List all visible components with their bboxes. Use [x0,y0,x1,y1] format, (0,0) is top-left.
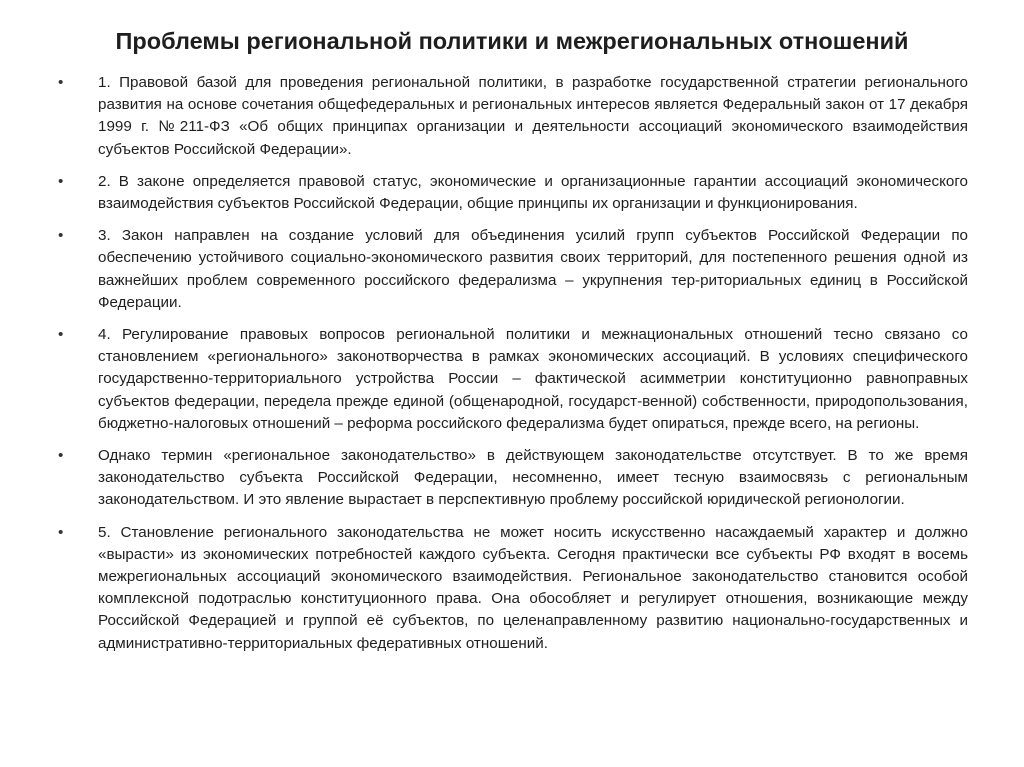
bullet-icon: • [58,227,64,245]
bullet-text: 3. Закон направлен на создание условий для объединения усилий групп субъектов Российской Федерации по обеспечению устойчивого социально-экономического развития своих территорий, для постепенного решения одной из важнейших проблем современного российского федерализма – укрупнения тер-риториальных единиц в Российской Федерации. [98,227,968,311]
bullet-icon: • [58,447,64,465]
bullet-item [58,225,968,314]
bullet-item [58,445,968,512]
bullet-icon: • [58,74,64,91]
bullet-text: 5. Становление регионального законодательства не может носить искусственно насаждаемый характер и должно «вырасти» из экономических потребностей каждого субъекта. Сегодня практически все субъекты РФ входят в восемь межрегиональных ассоциаций экономического взаимодействия. Региональное законодательство становится особой комплексной подотраслью конституционного права. Она обособляет и регулирует отношения, возникающие между Российской Федерацией и группой её субъектов, по целенаправленному развитию национально-государственных и административно-территориальных федеративных отношений. [98,523,968,652]
bullet-icon: • [58,523,64,541]
bullet-text: 4. Регулирование правовых вопросов региональной политики и межнациональных отношений тесно связано со становлением «регионального» законотворчества в рамках экономических ассоциаций. В условиях специфического государственно-территориального устройства России – фактической асимметрии конституционно равноправных субъектов федерации, передела прежде единой (общенародной, государст-венной) собственности, природопользования, бюджетно-налоговых отношений – реформа российского федерализма будет опираться, прежде всего, на регионы. [98,326,968,432]
bullet-item [58,171,968,215]
bullet-text: Однако термин «региональное законодательство» в действующем законодательстве отсутствует. В то же время законодательство субъекта Российской Федерации, несомненно, имеет тесную взаимосвязь с региональным законодательством. И это явление вырастает в перспективную проблему российской юридической регионологии. [98,447,968,509]
bullet-item [58,324,968,435]
bullet-item [58,72,968,161]
bullet-list [58,72,968,665]
bullet-icon: • [58,326,64,344]
bullet-text: 2. В законе определяется правовой статус, экономические и организационные гарантии ассоциаций экономического взаимодействия субъектов Российской Федерации, общие принципы их организации и функционирования. [98,172,968,213]
bullet-text: 1. Правовой базой для проведения региональной политики, в разработке государственной стратегии регионального развития на основе сочетания общефедеральных и региональных интересов является Федеральный закон от 17 декабря 1999 г. №211-ФЗ «Об общих принципах организации и деятельности ассоциаций экономического взаимодействия субъектов Российской Федерации». [98,74,968,158]
slide-title: Проблемы региональной политики и межрегиональных отношений [115,28,909,54]
bullet-item [58,522,968,655]
bullet-icon: • [58,172,64,190]
